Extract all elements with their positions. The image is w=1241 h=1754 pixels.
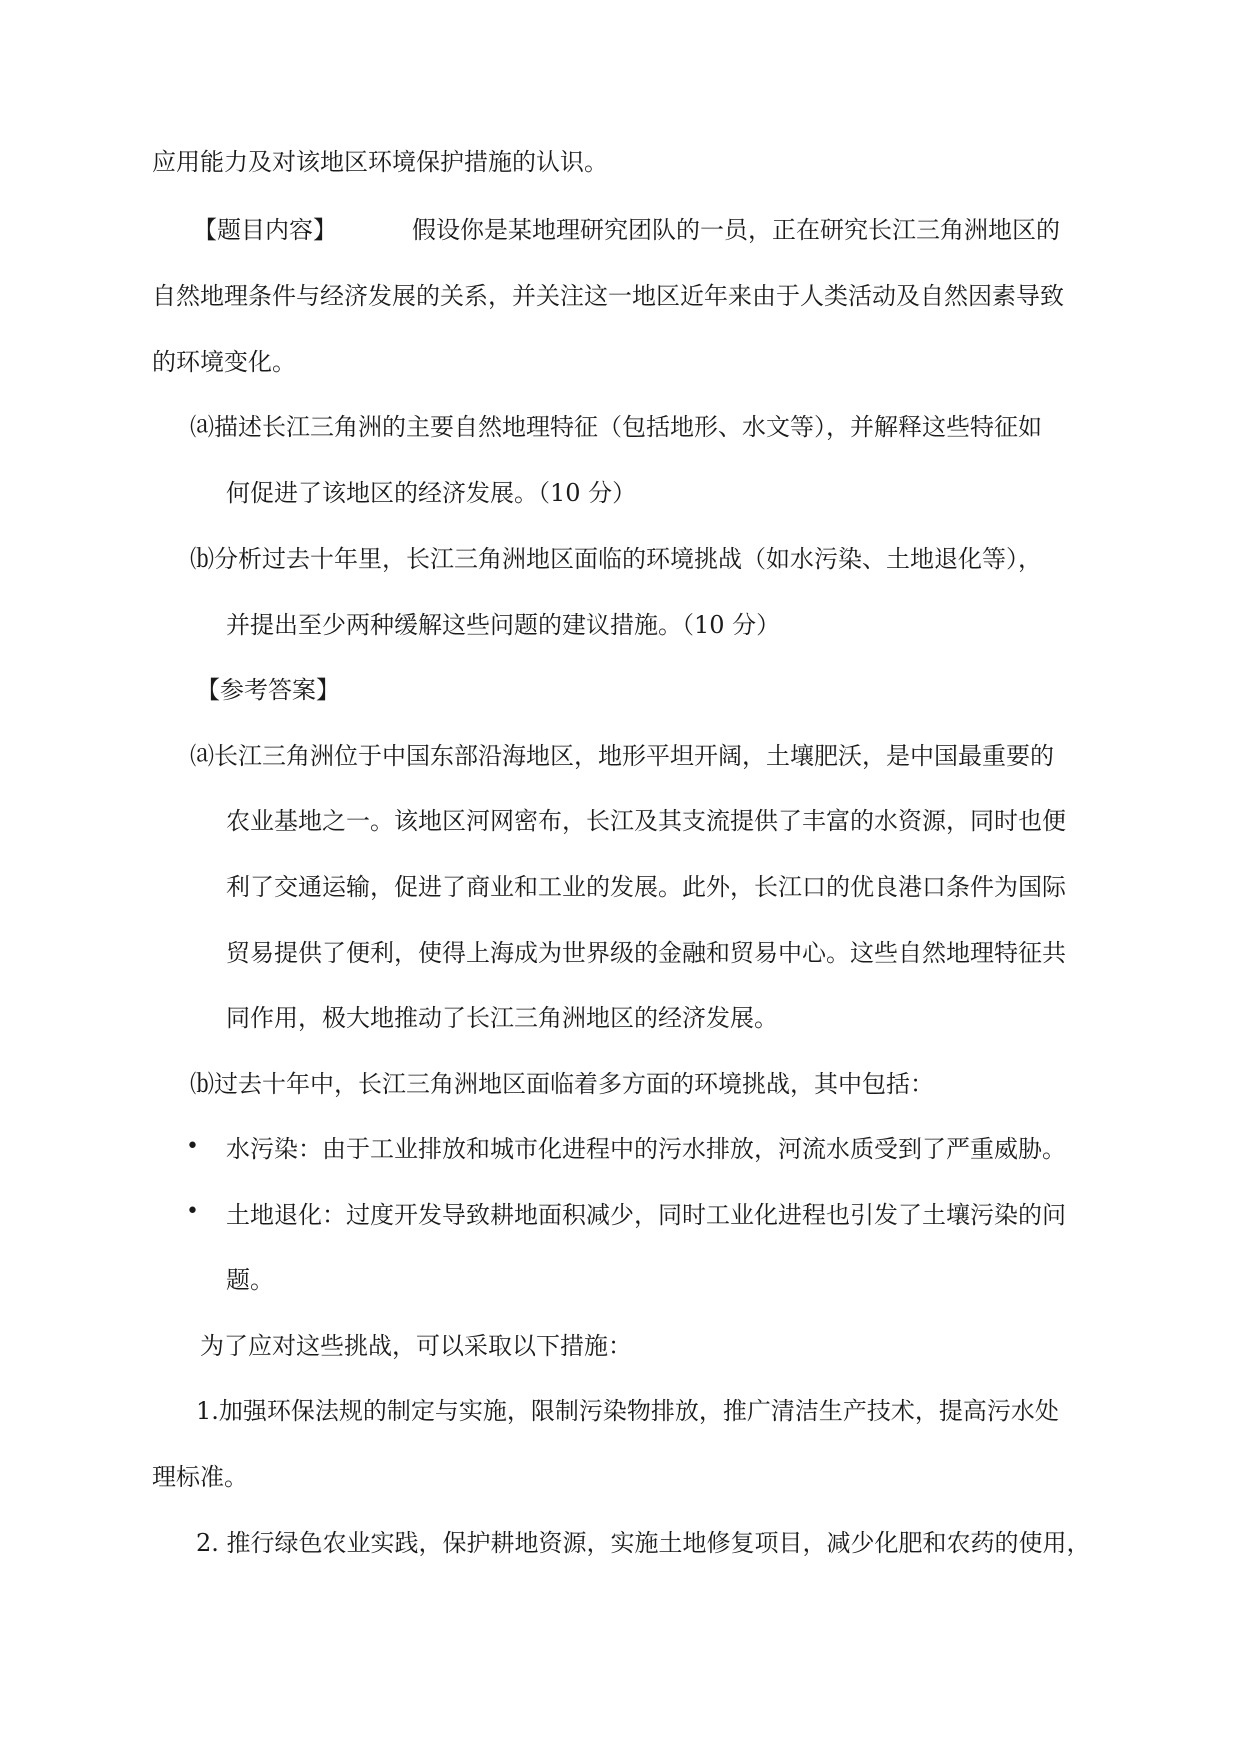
answer-heading: 【参考答案】: [196, 676, 340, 704]
measure-line: 理标准。: [152, 1463, 248, 1491]
bullet-item-line: 水污染：由于工业排放和城市化进程中的污水排放，河流水质受到了严重威胁。: [226, 1135, 1066, 1163]
bullet-icon: •: [186, 1199, 199, 1224]
answer-part-a-line: 贸易提供了便利，使得上海成为世界级的金融和贸易中心。这些自然地理特征共: [226, 939, 1066, 967]
question-part-a-line: 何促进了该地区的经济发展。（10 分）: [226, 479, 637, 507]
bullet-item-line: 题。: [226, 1266, 274, 1294]
question-text-line: 假设你是某地理研究团队的一员，正在研究长江三角洲地区的: [412, 216, 1060, 244]
question-text-line: 的环境变化。: [152, 348, 296, 376]
question-heading: 【题目内容】: [193, 216, 337, 244]
question-part-a-line: ⒜描述长江三角洲的主要自然地理特征（包括地形、水文等），并解释这些特征如: [190, 413, 1042, 441]
bullet-item-line: 土地退化：过度开发导致耕地面积减少，同时工业化进程也引发了土壤污染的问: [226, 1201, 1066, 1229]
measure-line: 2. 推行绿色农业实践，保护耕地资源，实施土地修复项目，减少化肥和农药的使用，: [196, 1529, 1091, 1557]
intro-tail: 应用能力及对该地区环境保护措施的认识。: [152, 148, 608, 176]
question-part-b-line: 并提出至少两种缓解这些问题的建议措施。（10 分）: [226, 611, 781, 639]
answer-part-a-line: 农业基地之一。该地区河网密布，长江及其支流提供了丰富的水资源，同时也便: [226, 807, 1066, 835]
measure-line: 1.加强环保法规的制定与实施，限制污染物排放，推广清洁生产技术，提高污水处: [196, 1397, 1059, 1425]
bullet-icon: •: [186, 1134, 199, 1159]
question-part-b-line: ⒝分析过去十年里，长江三角洲地区面临的环境挑战（如水污染、土地退化等），: [190, 545, 1042, 573]
answer-part-b-intro: ⒝过去十年中，长江三角洲地区面临着多方面的环境挑战，其中包括：: [190, 1070, 934, 1098]
question-text-line: 自然地理条件与经济发展的关系，并关注这一地区近年来由于人类活动及自然因素导致: [152, 282, 1064, 310]
answer-part-a-line: 利了交通运输，促进了商业和工业的发展。此外，长江口的优良港口条件为国际: [226, 873, 1066, 901]
answer-part-a-line: 同作用，极大地推动了长江三角洲地区的经济发展。: [226, 1004, 778, 1032]
measures-intro: 为了应对这些挑战，可以采取以下措施：: [200, 1332, 632, 1360]
answer-part-a-line: ⒜长江三角洲位于中国东部沿海地区，地形平坦开阔，土壤肥沃，是中国最重要的: [190, 742, 1054, 770]
